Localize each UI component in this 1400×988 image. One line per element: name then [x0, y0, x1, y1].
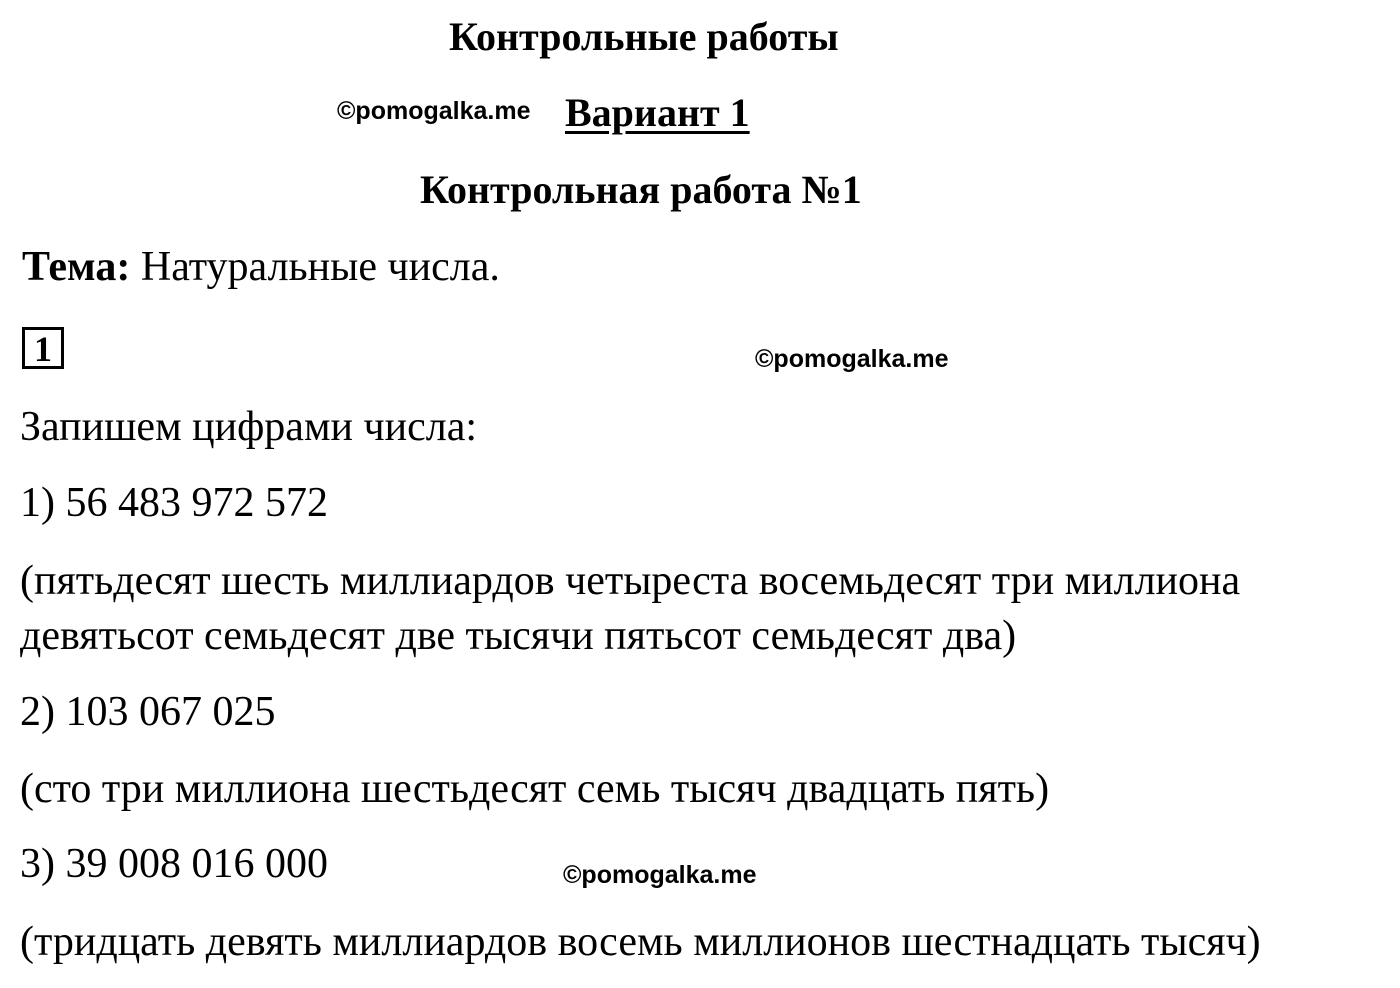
answer-number: 1) 56 483 972 572: [20, 480, 328, 526]
answer-number: 3) 39 008 016 000: [20, 841, 328, 887]
watermark: ©pomogalka.me: [755, 345, 949, 373]
task-number-box: 1: [22, 327, 64, 369]
answer-words: девятьсот семьдесят две тысячи пятьсот семьдесят два): [20, 613, 1017, 659]
answer-words: (пятьдесят шесть миллиардов четыреста восемьдесят три миллиона: [20, 558, 1241, 604]
answer-words: (тридцать девять миллиардов восемь миллионов шестнадцать тысяч): [20, 919, 1261, 965]
topic-value: Натуральные числа.: [140, 244, 500, 290]
topic-label: Тема:: [22, 244, 131, 290]
watermark: ©pomogalka.me: [563, 861, 757, 889]
test-title: Контрольная работа №1: [420, 167, 862, 212]
watermark: ©pomogalka.me: [337, 97, 531, 125]
topic-line: [22, 246, 500, 288]
task-intro: Запишем цифрами числа:: [20, 404, 478, 450]
answer-words: (сто три миллиона шестьдесят семь тысяч двадцать пять): [20, 766, 1050, 812]
variant-heading: Вариант 1: [565, 90, 750, 135]
page-title: Контрольные работы: [449, 14, 839, 59]
answer-number: 2) 103 067 025: [20, 689, 276, 735]
